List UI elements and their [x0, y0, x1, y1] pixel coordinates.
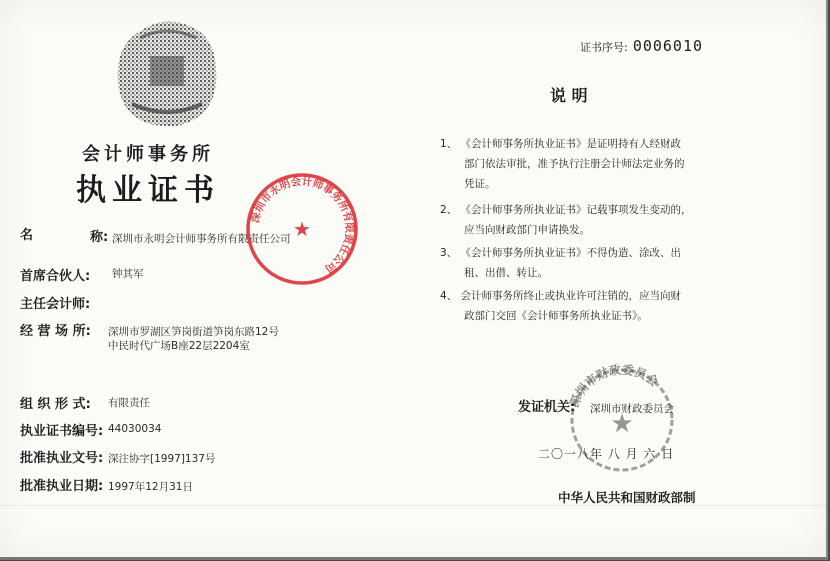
note-1-num: 1、	[440, 138, 458, 150]
approval-doc-value: 深注协字[1997]137号	[108, 453, 216, 465]
issue-date: 二〇一八年 八 月 六 日	[538, 447, 675, 461]
note-2-line-1: 《会计师事务所执业证书》记载事项发生变动的，	[460, 204, 692, 216]
red-seal-text: 深圳市永明会计师事务所有限责任公司	[249, 175, 356, 275]
serial-number	[580, 36, 703, 55]
approval-doc-label: 批准执业文号:	[20, 451, 104, 466]
serial-label: 证书序号:	[580, 41, 628, 54]
note-1-line-1: 《会计师事务所执业证书》是证明持有人经财政	[460, 138, 682, 150]
firm-name-value: 深圳市永明会计师事务所有限责任公司	[112, 233, 291, 245]
gray-seal-text: 深圳市财政委员会	[566, 362, 661, 410]
note-2	[440, 200, 692, 240]
note-2-num: 2、	[440, 204, 458, 216]
organization-form-label: 组 织 形 式:	[20, 397, 91, 412]
name-label-1: 名	[20, 228, 34, 243]
issuer-value: 深圳市财政委员会	[590, 403, 674, 415]
firm-red-seal	[243, 170, 361, 288]
license-number-label: 执业证书编号:	[20, 424, 104, 439]
notes-heading: 说 明	[550, 86, 588, 105]
note-1-line-2: 部门依法审批，准予执行注册会计师法定业务的	[464, 158, 685, 170]
business-address-line-2: 中民时代广场B座22层2204室	[108, 340, 250, 352]
note-3-num: 3、	[440, 247, 458, 259]
ministry-footer: 中华人民共和国财政部制	[558, 490, 696, 505]
note-2-line-2: 应当向财政部门申请换发。	[464, 224, 590, 236]
note-1-line-3: 凭证。	[464, 178, 496, 190]
title-line-1: 会计师事务所	[82, 144, 214, 165]
note-4-line-1: 会计师事务所终止或执业许可注销的，应当向财	[460, 290, 682, 302]
approval-date-value: 1997年12月31日	[108, 481, 193, 493]
name-label-2: 称:	[90, 230, 109, 245]
national-emblem-icon	[112, 16, 222, 128]
note-4	[440, 286, 681, 326]
business-address-label: 经 营 场 所:	[20, 324, 91, 339]
issuer-label: 发证机关:	[518, 400, 576, 415]
chief-accountant-label: 主任会计师:	[20, 297, 91, 312]
note-4-num: 4、	[440, 290, 458, 302]
note-1	[440, 134, 685, 194]
title-line-2: 执业证书	[76, 173, 220, 208]
note-3-line-2: 租、出借、转让。	[464, 267, 548, 279]
chief-partner-label: 首席合伙人:	[20, 269, 91, 284]
serial-value: 0006010	[632, 37, 704, 55]
organization-form-value: 有限责任	[108, 397, 150, 409]
note-3	[440, 243, 681, 283]
paper-fold-line	[0, 505, 826, 506]
chief-partner-value: 钟其军	[112, 268, 144, 280]
license-number-value: 44030034	[108, 423, 162, 435]
business-address-line-1: 深圳市罗湖区笋岗街道笋岗东路12号	[108, 326, 279, 338]
gray-seal-star-icon: ★	[610, 409, 634, 439]
red-seal-star-icon: ★	[293, 217, 311, 241]
note-3-line-1: 《会计师事务所执业证书》不得伪造、涂改、出	[460, 247, 682, 259]
approval-date-label: 批准执业日期:	[20, 479, 104, 494]
note-4-line-2: 政部门交回《会计师事务所执业证书》。	[464, 310, 648, 322]
